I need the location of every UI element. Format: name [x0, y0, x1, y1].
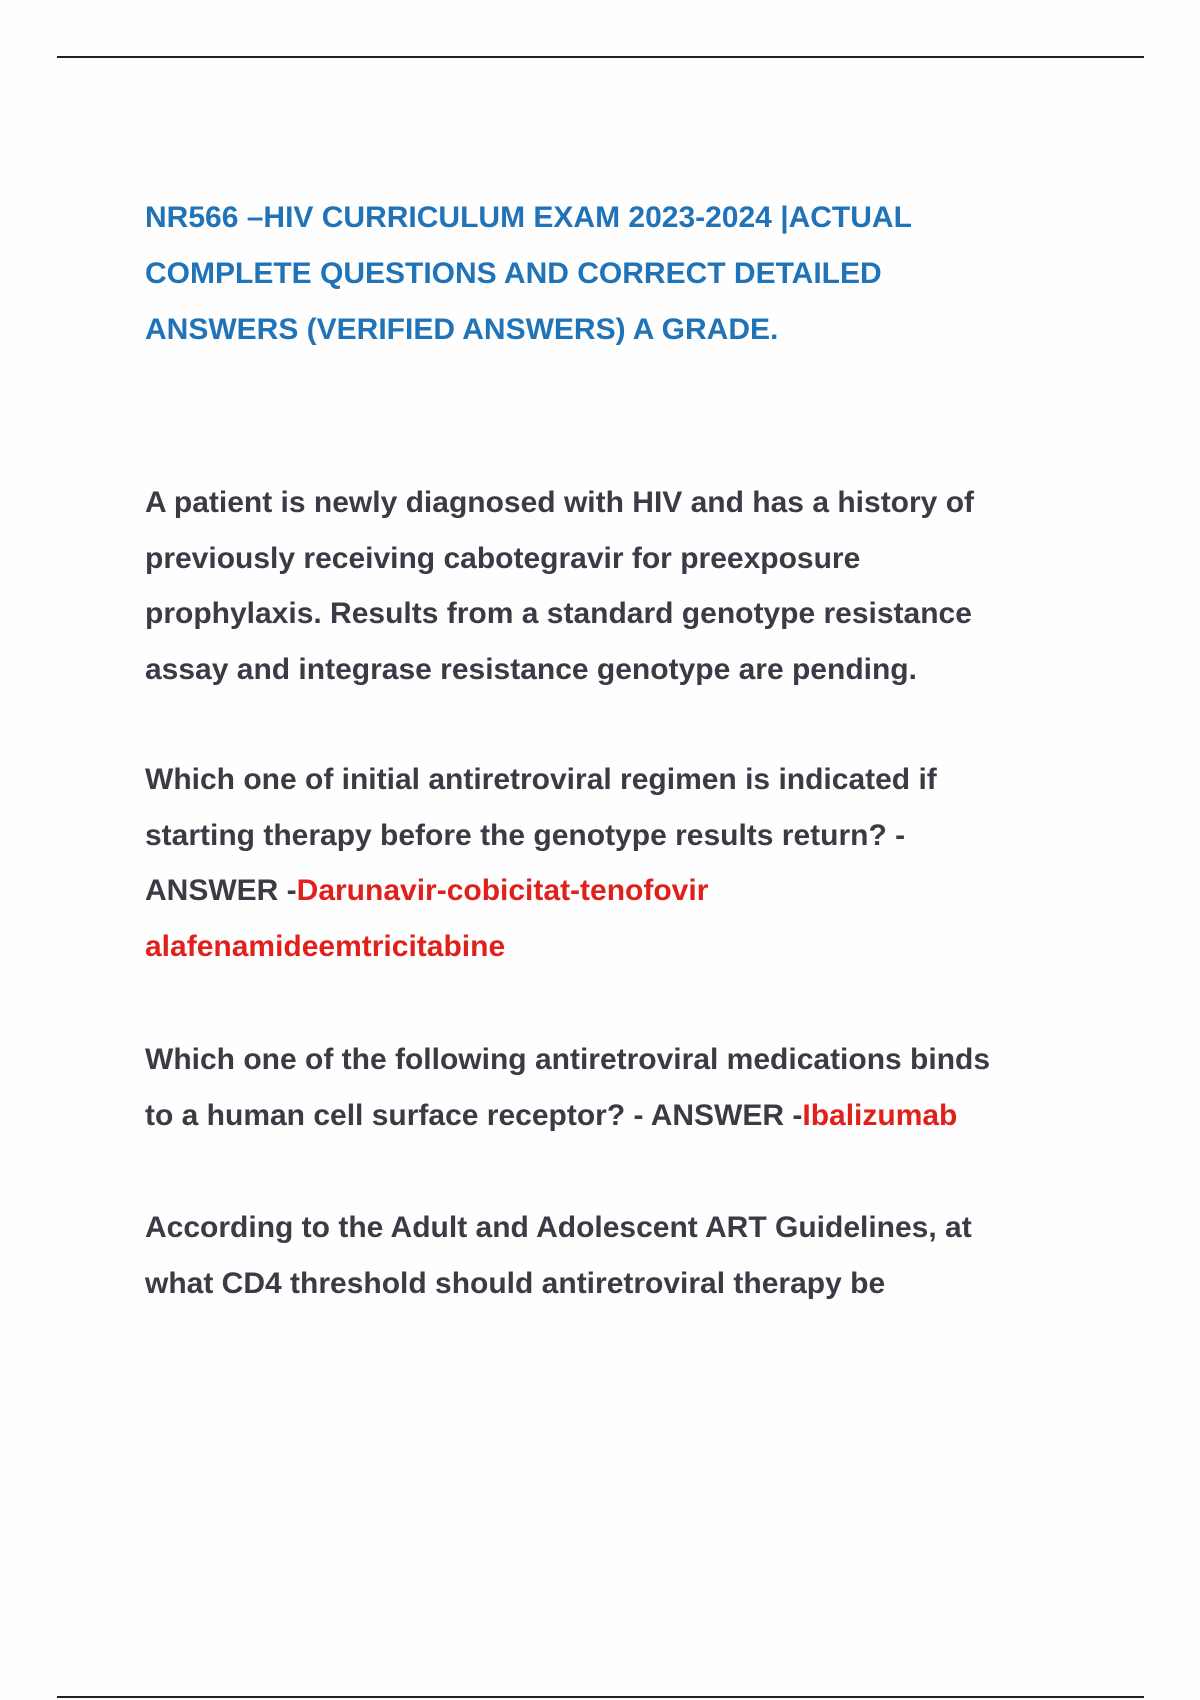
title-line-1: NR566 –HIV CURRICULUM EXAM 2023-2024 |ACTUAL: [145, 201, 912, 234]
q1-stem-line-4: assay and integrase resistance genotype are pending.: [145, 652, 917, 686]
q1-answer-text-1: Darunavir-cobicitat-tenofovir: [296, 874, 709, 907]
title-line-3: ANSWERS (VERIFIED ANSWERS) A GRADE.: [145, 313, 779, 346]
title-line-2: COMPLETE QUESTIONS AND CORRECT DETAILED: [145, 257, 882, 290]
q1-answer-prefix: ANSWER -: [145, 874, 297, 907]
top-rule: [57, 56, 1144, 58]
document-title: [145, 190, 1105, 358]
q1-stem-line-1: A patient is newly diagnosed with HIV and has a history of: [145, 486, 975, 519]
q1-question-line-2: starting therapy before the genotype results return? -: [145, 818, 906, 852]
q1-answer-line-1: [145, 863, 1105, 919]
q1-answer-text-2: alafenamideemtricitabine: [145, 929, 506, 963]
bottom-rule: [57, 1696, 1144, 1698]
q2-question-line-1: Which one of the following antiretroviral medications binds: [145, 1043, 991, 1076]
q1-question-line-1: Which one of initial antiretroviral regimen is indicated if: [145, 763, 937, 796]
q1-stem-line-2: previously receiving cabotegravir for preexposure: [145, 541, 861, 575]
q3-question-line-2: what CD4 threshold should antiretroviral therapy be: [145, 1266, 886, 1300]
q1-stem-line-3: prophylaxis. Results from a standard genotype resistance: [145, 597, 972, 630]
q2-question-last: to a human cell surface receptor? - ANSWER -: [145, 1098, 803, 1132]
q2-question-line-2: [145, 1088, 1105, 1144]
question-1: [145, 752, 1105, 974]
question-1-stem: [145, 475, 1105, 697]
q2-answer-text: Ibalizumab: [802, 1098, 958, 1132]
question-3: [145, 1200, 1105, 1311]
question-2: [145, 1032, 1105, 1143]
q3-question-line-1: According to the Adult and Adolescent ART Guidelines, at: [145, 1211, 972, 1244]
